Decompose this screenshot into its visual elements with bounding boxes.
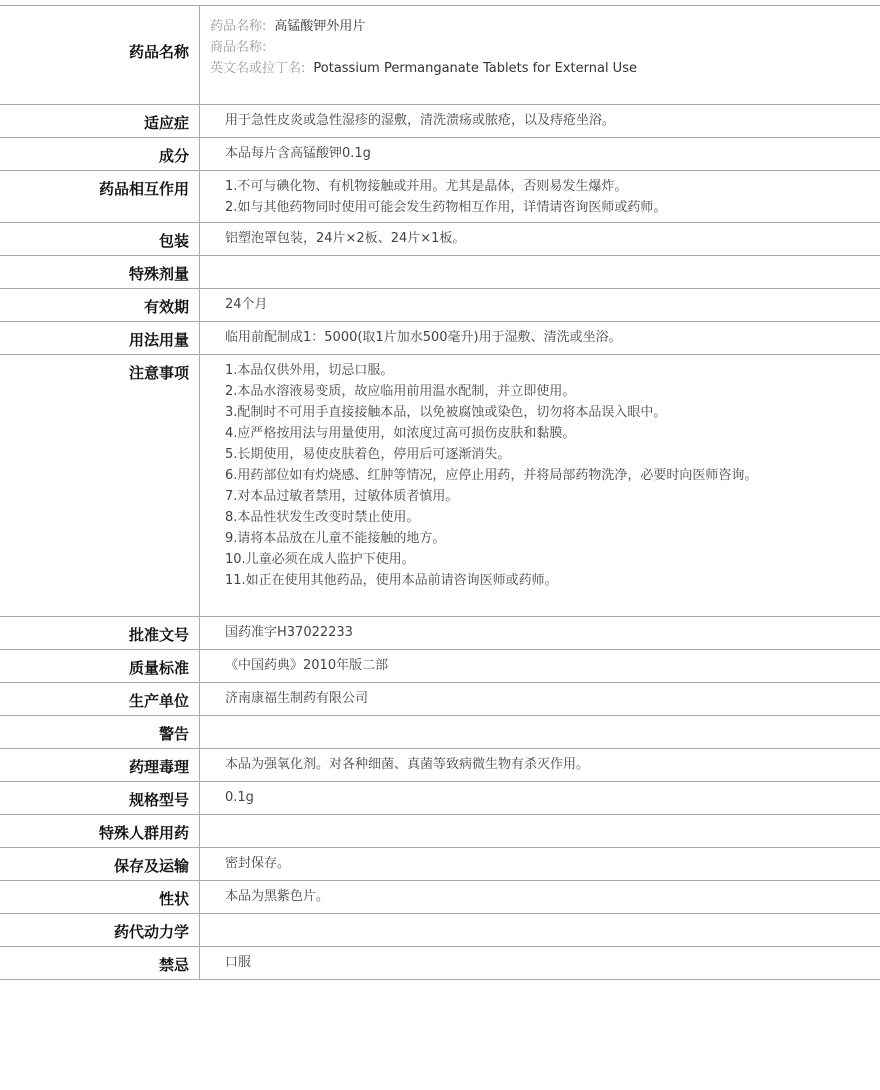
value-approval-no: 国药准字H37022233 — [225, 625, 353, 640]
label-indication: 适应症 — [0, 105, 200, 137]
precaution-line: 3.配制时不可用手直接接触本品，以免被腐蚀或染色，切勿将本品误入眼中。 — [225, 405, 667, 420]
english-name-line — [210, 58, 880, 79]
label-special-dosage: 特殊剂量 — [0, 256, 200, 288]
value-manufacturer: 济南康福生制药有限公司 — [225, 691, 369, 706]
label-interactions: 药品相互作用 — [0, 171, 200, 222]
drug-name-block — [200, 6, 880, 104]
value-contraindications: 口服 — [225, 955, 252, 970]
label-warning: 警告 — [0, 716, 200, 748]
row-contraindications — [0, 947, 880, 980]
generic-name-line — [210, 16, 880, 37]
precaution-line: 11.如正在使用其他药品，使用本品前请咨询医师或药师。 — [225, 573, 558, 588]
value-specification: 0.1g — [225, 790, 254, 805]
label-special-population: 特殊人群用药 — [0, 815, 200, 847]
value-quality-standard: 《中国药典》2010年版二部 — [225, 658, 389, 673]
label-precautions: 注意事项 — [0, 355, 200, 616]
trade-name-value — [274, 37, 604, 58]
row-manufacturer — [0, 683, 880, 716]
precaution-line: 5.长期使用，易使皮肤着色，停用后可逐渐消失。 — [225, 447, 511, 462]
value-package: 铝塑泡罩包装，24片×2板、24片×1板。 — [225, 231, 466, 246]
precaution-line: 10.儿童必须在成人监护下使用。 — [225, 552, 415, 567]
value-warning — [200, 716, 880, 748]
interaction-line: 1.不可与碘化物、有机物接触或并用。尤其是晶体，否则易发生爆炸。 — [225, 179, 628, 194]
label-pharmacology: 药理毒理 — [0, 749, 200, 781]
row-quality-standard — [0, 650, 880, 683]
precaution-line: 2.本品水溶液易变质，故应临用前用温水配制，并立即使用。 — [225, 384, 576, 399]
row-special-population — [0, 815, 880, 848]
label-specification: 规格型号 — [0, 782, 200, 814]
row-special-dosage — [0, 256, 880, 289]
row-approval-no — [0, 617, 880, 650]
value-special-population — [200, 815, 880, 847]
label-pharmacokinetics: 药代动力学 — [0, 914, 200, 946]
label-package: 包装 — [0, 223, 200, 255]
value-pharmacology: 本品为强氧化剂。对各种细菌、真菌等致病微生物有杀灭作用。 — [225, 757, 590, 772]
label-appearance: 性状 — [0, 881, 200, 913]
row-specification — [0, 782, 880, 815]
value-indication: 用于急性皮炎或急性湿疹的湿敷，清洗溃疡或脓疮，以及痔疮坐浴。 — [225, 113, 616, 128]
precaution-line: 1.本品仅供外用，切忌口服。 — [225, 363, 394, 378]
row-precautions — [0, 355, 880, 617]
row-shelf-life — [0, 289, 880, 322]
precaution-line: 6.用药部位如有灼烧感、红肿等情况，应停止用药，并将局部药物洗净，必要时向医师咨询。 — [225, 468, 758, 483]
row-warning — [0, 716, 880, 749]
english-name-label: 英文名或拉丁名: — [210, 61, 306, 76]
row-drug-name — [0, 6, 880, 105]
label-approval-no: 批准文号 — [0, 617, 200, 649]
label-ingredients: 成分 — [0, 138, 200, 170]
value-interactions — [200, 171, 880, 222]
label-contraindications: 禁忌 — [0, 947, 200, 979]
precaution-line: 7.对本品过敏者禁用，过敏体质者慎用。 — [225, 489, 459, 504]
precaution-line: 4.应严格按用法与用量使用，如浓度过高可损伤皮肤和黏膜。 — [225, 426, 576, 441]
row-interactions — [0, 171, 880, 223]
value-shelf-life: 24个月 — [225, 297, 268, 312]
english-name-value: Potassium Permanganate Tablets for External Use — [313, 61, 637, 76]
drug-info-table — [0, 5, 880, 980]
value-storage: 密封保存。 — [225, 856, 291, 871]
value-pharmacokinetics — [200, 914, 880, 946]
value-ingredients: 本品每片含高锰酸钾0.1g — [225, 146, 371, 161]
generic-name-value: 高锰酸钾外用片 — [274, 19, 366, 34]
precaution-line: 8.本品性状发生改变时禁止使用。 — [225, 510, 420, 525]
row-usage — [0, 322, 880, 355]
label-manufacturer: 生产单位 — [0, 683, 200, 715]
value-precautions — [200, 355, 880, 616]
row-pharmacokinetics — [0, 914, 880, 947]
label-storage: 保存及运输 — [0, 848, 200, 880]
trade-name-label: 商品名称: — [210, 40, 267, 55]
row-indication — [0, 105, 880, 138]
row-pharmacology — [0, 749, 880, 782]
label-drug-name: 药品名称 — [0, 6, 200, 104]
label-quality-standard: 质量标准 — [0, 650, 200, 682]
row-appearance — [0, 881, 880, 914]
label-shelf-life: 有效期 — [0, 289, 200, 321]
value-appearance: 本品为黑紫色片。 — [225, 889, 330, 904]
generic-name-label: 药品名称: — [210, 19, 267, 34]
value-special-dosage — [200, 256, 880, 288]
interaction-line: 2.如与其他药物同时使用可能会发生药物相互作用，详情请咨询医师或药师。 — [225, 200, 667, 215]
trade-name-line — [210, 37, 880, 58]
precaution-line: 9.请将本品放在儿童不能接触的地方。 — [225, 531, 446, 546]
label-usage: 用法用量 — [0, 322, 200, 354]
row-package — [0, 223, 880, 256]
row-ingredients — [0, 138, 880, 171]
value-usage: 临用前配制成1：5000(取1片加水500毫升)用于湿敷、清洗或坐浴。 — [225, 330, 622, 345]
row-storage — [0, 848, 880, 881]
